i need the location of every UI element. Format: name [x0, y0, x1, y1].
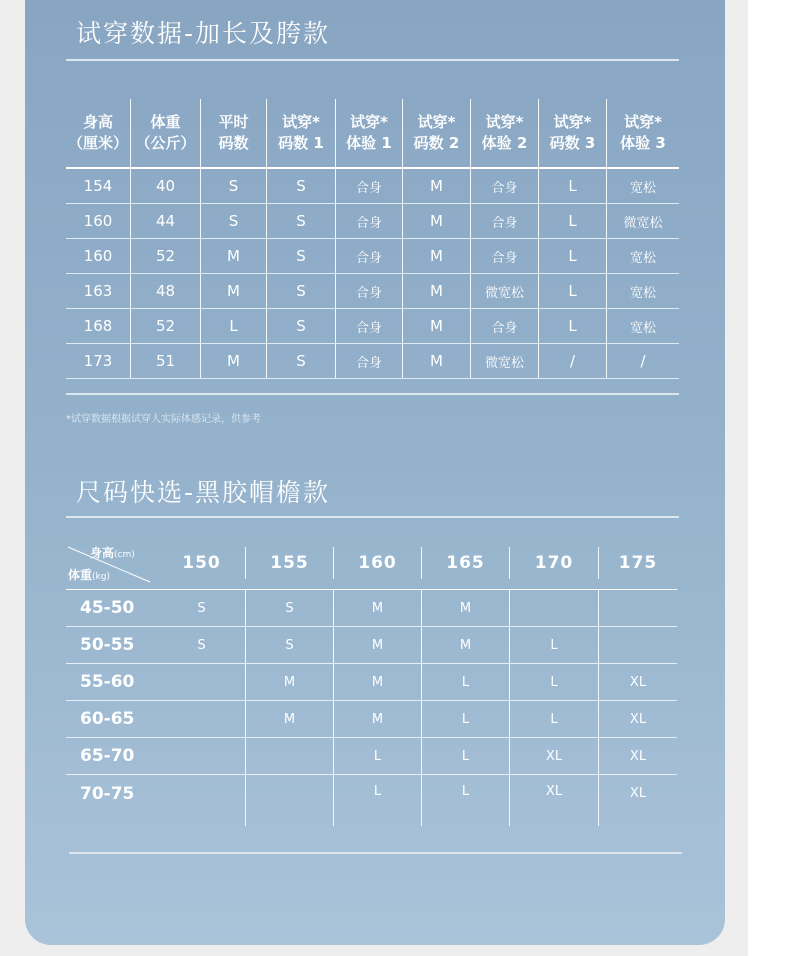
trial-table-cell: L: [539, 309, 607, 343]
trial-table-cell: M: [201, 274, 267, 308]
trial-table-cell: /: [539, 344, 607, 378]
size-cell: XL: [629, 786, 647, 801]
trial-table-cell: 合身: [471, 169, 539, 203]
weight-range-label: 60-65: [80, 709, 135, 729]
section1-title: 试穿数据-加长及胯款: [76, 19, 331, 48]
size-cell: M: [422, 627, 510, 663]
size-quick-select-table: [66, 543, 677, 826]
weight-label: 体重: [68, 568, 93, 582]
trial-table-cell: M: [403, 169, 471, 203]
weight-range-label: 55-60: [80, 672, 135, 692]
section2-title: 尺码快选-黑胶帽檐款: [76, 478, 331, 507]
size-cell: [158, 664, 246, 700]
trial-table-cell: 合身: [471, 309, 539, 343]
trial-table-cell: 微宽松: [623, 215, 663, 231]
height-unit: (cm): [114, 550, 135, 560]
size-cell: [246, 775, 334, 826]
height-column-header: 155: [246, 547, 334, 579]
height-column-header: 150: [158, 547, 246, 579]
trial-table-cell: L: [539, 169, 607, 203]
size-cell: XL: [629, 674, 647, 690]
trial-table-cell: 合身: [471, 204, 539, 238]
trial-table-cell: 宽松: [629, 285, 656, 301]
weight-range-label: 70-75: [80, 783, 135, 804]
size-cell: M: [334, 664, 422, 700]
size-cell: L: [510, 627, 599, 663]
trial-table-row: [66, 309, 679, 344]
height-column-header: 160: [334, 547, 422, 579]
size-cell: L: [422, 775, 510, 826]
trial-table-cell: L: [201, 309, 267, 343]
size-cell: L: [510, 664, 599, 700]
trial-table-cell: L: [539, 274, 607, 308]
trial-table-cell: 合身: [336, 239, 403, 273]
height-label: 身高: [90, 546, 115, 560]
trial-table-cell: 合身: [336, 274, 403, 308]
trial-table-cell: 合身: [336, 309, 403, 343]
size-table-row: [66, 701, 677, 738]
size-table-row: [66, 590, 677, 627]
size-table-row: [66, 627, 677, 664]
trial-table-header-row: [66, 99, 679, 169]
header-line: 试穿*: [485, 113, 524, 131]
section1-title-divider: [66, 59, 679, 61]
trial-table-cell: 160: [66, 239, 131, 273]
size-cell: [510, 590, 599, 626]
header-line: （厘米）: [67, 134, 128, 152]
trial-table-row: [66, 344, 679, 379]
trial-table-cell: 163: [66, 274, 131, 308]
trial-table-cell: 168: [66, 309, 131, 343]
size-cell: XL: [510, 738, 599, 774]
size-table-header-row: [66, 543, 677, 590]
size-cell: M: [246, 664, 334, 700]
trial-table-header-cell: [539, 99, 607, 167]
size-cell: S: [246, 627, 334, 663]
header-line: 试穿*: [553, 113, 592, 131]
table-corner-cell: [66, 543, 158, 590]
trial-table-header-cell: [336, 99, 403, 167]
size-cell: L: [510, 701, 599, 737]
trial-table-cell: S: [267, 344, 336, 378]
size-cell: S: [158, 590, 246, 626]
section2-bottom-divider: [69, 852, 682, 854]
weight-unit: (kg): [92, 572, 110, 582]
trial-table-cell: S: [267, 169, 336, 203]
size-cell: L: [422, 664, 510, 700]
size-cell: M: [334, 627, 422, 663]
trial-table-cell: M: [403, 309, 471, 343]
trial-table-cell: S: [267, 204, 336, 238]
trial-table-cell: /: [640, 352, 646, 370]
trial-table-cell: 合身: [336, 344, 403, 378]
right-margin-strip: [748, 0, 790, 956]
trial-table-cell: 合身: [336, 169, 403, 203]
size-cell: [599, 627, 677, 663]
trial-table-cell: 微宽松: [471, 344, 539, 378]
trial-table-cell: 48: [131, 274, 201, 308]
size-cell: L: [422, 738, 510, 774]
trial-data-note: *试穿数据根据试穿人实际体感记录，供参考: [66, 414, 261, 425]
header-line: 体重: [150, 113, 181, 131]
header-line: （公斤）: [135, 134, 196, 152]
height-axis-label: [90, 544, 135, 561]
trial-table-cell: L: [539, 239, 607, 273]
trial-table-cell: M: [403, 274, 471, 308]
header-line: 试穿*: [624, 113, 662, 131]
size-cell: XL: [510, 775, 599, 826]
height-column-header: 165: [422, 547, 510, 579]
header-line: 试穿*: [282, 113, 320, 131]
trial-table-cell: M: [201, 344, 267, 378]
trial-table-cell: S: [201, 204, 267, 238]
trial-table-cell: 宽松: [629, 320, 656, 336]
trial-table-cell: 宽松: [629, 180, 656, 196]
trial-table-cell: 40: [131, 169, 201, 203]
weight-range-label: 50-55: [80, 635, 135, 655]
weight-range-label: 45-50: [80, 598, 135, 618]
size-cell: M: [246, 701, 334, 737]
size-cell: XL: [629, 748, 647, 764]
trial-table-cell: 160: [66, 204, 131, 238]
header-line: 码数: [218, 134, 249, 152]
trial-table-cell: M: [403, 344, 471, 378]
trial-table-cell: 44: [131, 204, 201, 238]
trial-table-row: [66, 204, 679, 239]
trial-table-header-cell: [607, 99, 679, 167]
trial-table-cell: 173: [66, 344, 131, 378]
trial-table-header-cell: [131, 99, 201, 167]
section2-title-divider: [66, 516, 679, 518]
trial-table-cell: 154: [66, 169, 131, 203]
weight-range-label: 65-70: [80, 746, 135, 766]
height-column-header: 175: [618, 553, 658, 573]
trial-table-cell: 合身: [336, 204, 403, 238]
trial-table-row: [66, 274, 679, 309]
trial-table-cell: 微宽松: [471, 274, 539, 308]
trial-table-cell: 宽松: [629, 250, 656, 266]
trial-table-cell: 合身: [471, 239, 539, 273]
size-cell: XL: [629, 711, 647, 727]
size-cell: M: [334, 701, 422, 737]
size-cell: S: [246, 590, 334, 626]
trial-table-header-cell: [471, 99, 539, 167]
trial-table-cell: 52: [131, 239, 201, 273]
trial-table-cell: L: [539, 204, 607, 238]
header-line: 码数 1: [278, 134, 324, 152]
trial-table-header-cell: [66, 99, 131, 167]
size-cell: L: [334, 738, 422, 774]
trial-table-cell: M: [403, 239, 471, 273]
header-line: 体验 3: [620, 134, 666, 152]
trial-table-cell: S: [267, 239, 336, 273]
trial-table-header-cell: [267, 99, 336, 167]
size-table-row: [66, 775, 677, 826]
header-line: 体验 1: [346, 134, 392, 152]
size-cell: [246, 738, 334, 774]
size-cell: M: [422, 590, 510, 626]
size-table-row: [66, 738, 677, 775]
trial-table-cell: S: [201, 169, 267, 203]
trial-table-row: [66, 169, 679, 204]
header-line: 码数 3: [549, 134, 596, 152]
size-cell: S: [158, 627, 246, 663]
size-cell: [158, 701, 246, 737]
size-cell: L: [422, 701, 510, 737]
trial-table-cell: M: [403, 204, 471, 238]
trial-table-header-cell: [403, 99, 471, 167]
size-cell: [158, 775, 246, 826]
trial-table-row: [66, 239, 679, 274]
header-line: 试穿*: [350, 113, 388, 131]
size-table-row: [66, 664, 677, 701]
header-line: 平时: [218, 113, 249, 131]
size-cell: L: [334, 775, 422, 826]
size-cell: [599, 590, 677, 626]
height-column-header: 170: [510, 547, 599, 579]
trial-data-table: [66, 99, 679, 379]
trial-table-cell: 52: [131, 309, 201, 343]
header-line: 试穿*: [417, 113, 456, 131]
weight-axis-label: [68, 566, 110, 583]
header-line: 码数 2: [413, 134, 460, 152]
trial-table-cell: S: [267, 309, 336, 343]
trial-table-cell: 51: [131, 344, 201, 378]
trial-table-cell: M: [201, 239, 267, 273]
size-cell: [158, 738, 246, 774]
trial-table-header-cell: [201, 99, 267, 167]
size-cell: M: [334, 590, 422, 626]
trial-table-cell: S: [267, 274, 336, 308]
header-line: 体验 2: [481, 134, 528, 152]
section1-bottom-divider: [66, 393, 679, 395]
header-line: 身高: [82, 113, 113, 131]
